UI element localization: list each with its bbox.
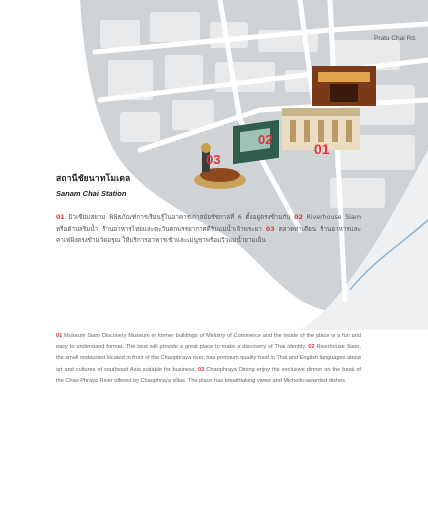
marker-02-ref: 02 xyxy=(294,214,303,221)
thai-paragraph xyxy=(56,212,361,247)
marker-03-ref: 03 xyxy=(265,225,275,233)
marker-03[interactable]: 03 xyxy=(206,152,221,167)
english-paragraph xyxy=(56,331,361,387)
marker-01-ref: 01 xyxy=(56,214,65,221)
title-english: Sanam Chai Station xyxy=(56,189,127,198)
marker-03-ref-en: 03 xyxy=(198,366,205,373)
marker-01-ref-en: 01 xyxy=(56,333,63,339)
marker-02-ref-en: 02 xyxy=(308,344,315,351)
english-text-03: Chaophraya Dining enjoy the exclusive dinner on the bank of the Chao Phraya River offered by Chaophraya villas. The place has breathtaking views and Michelin-awarded dishes. xyxy=(56,366,361,384)
street-label: Pratu Chai Rd. xyxy=(374,35,417,42)
title-thai: สถานีชัยนาทโมเดล xyxy=(56,174,131,184)
english-text-02: Riverhouse Siam, the small restaurant located in front of the Chaophraya river, has premium quality food in Thai and English languages about art and cultures of southeast Asia suitable for business. xyxy=(56,344,362,373)
english-text-01: Museum Siam Discovery Museum in former buildings of Ministry of Commerce and the inside of the place is a fun and easy to understand format. The best will provide a great place to make a discovery of Thai identity. xyxy=(56,333,361,351)
thai-text-02: Riverhouse Siam หรือตำบลริมน้ำ ร้านอาหารไทยและตะวันตกบรรยากาศดีริมแม่น้ำเจ้าพระยา xyxy=(56,214,361,233)
marker-01[interactable]: 01 xyxy=(314,141,330,157)
section-heading xyxy=(56,171,130,198)
thai-text-01: มิวเซียมสยาม พิพิธภัณฑ์การเรียนรู้ในอาคารเก่าสมัยรัชกาลที่ 6 ตั้งอยู่ตรงข้ามกับ xyxy=(64,214,291,221)
marker-02[interactable]: 02 xyxy=(258,132,273,147)
restaurant-image xyxy=(312,66,376,106)
thai-text-03: ตลาดท่าเตียน ร้านอาหารและคาเฟ่ฝั่งตรงข้ามวัดอรุณ ให้บริการอาหารเช้าและเมนูชาพร้อมวิวแม่น้ำยามเย็น xyxy=(56,225,361,245)
